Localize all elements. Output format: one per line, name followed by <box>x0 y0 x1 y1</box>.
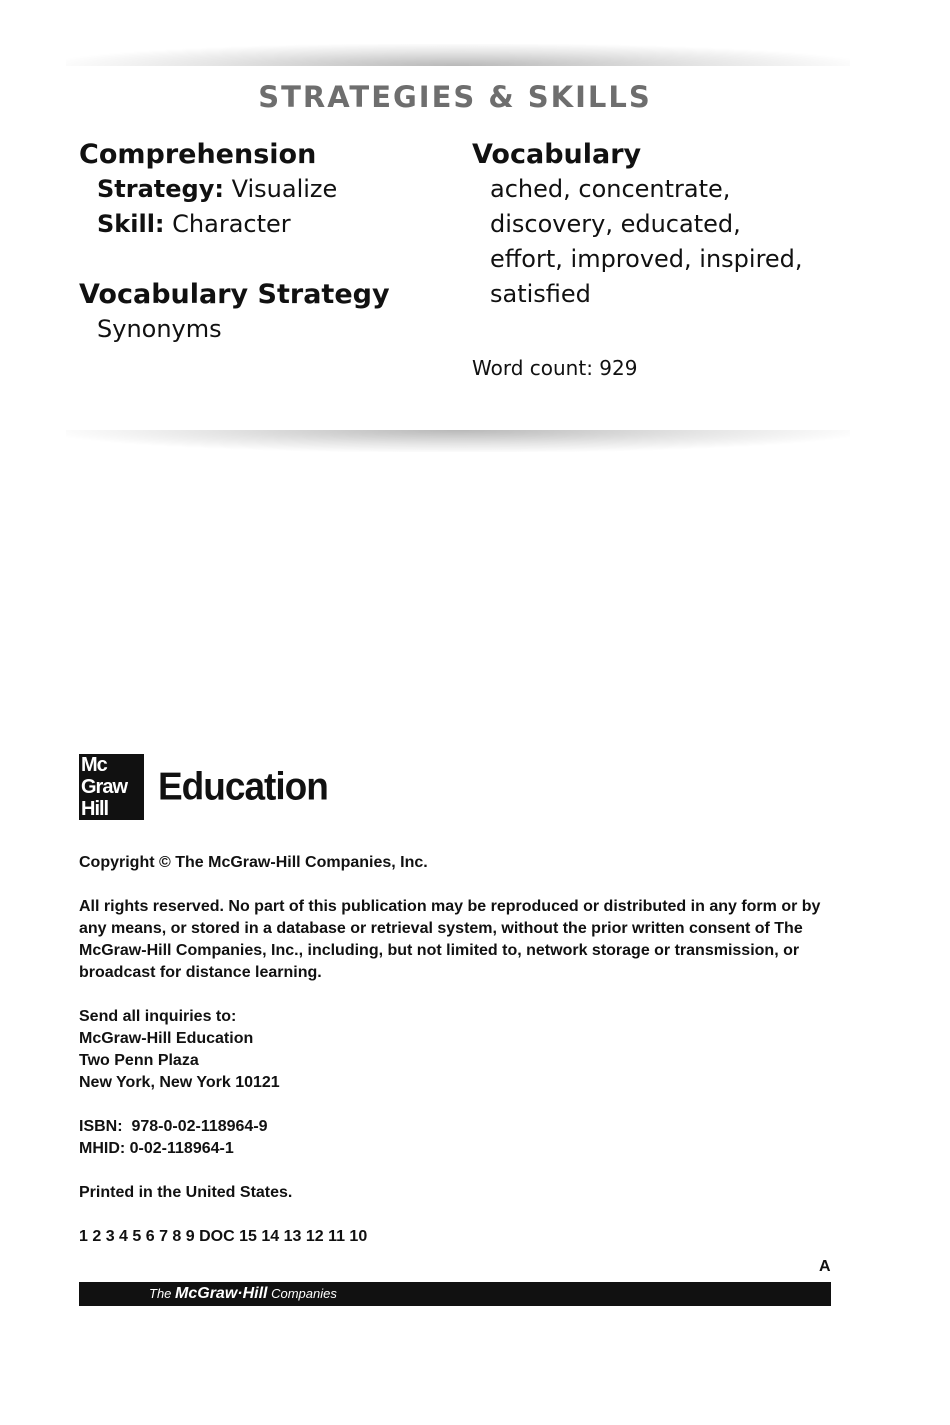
skill-label: Skill: <box>97 210 165 238</box>
inquiries-block <box>79 1006 839 1094</box>
page-title: STRATEGIES & SKILLS <box>258 80 652 114</box>
panel-top-shadow <box>66 44 850 66</box>
panel-bottom-shadow <box>66 430 850 452</box>
address-line: New York, New York 10121 <box>79 1074 280 1091</box>
printed-line: Printed in the United States. <box>79 1184 293 1201</box>
logo-text-hill: Hill <box>81 798 109 820</box>
print-number-line: 1 2 3 4 5 6 7 8 9 DOC 15 14 13 12 11 10 <box>79 1228 368 1245</box>
left-column <box>79 138 449 347</box>
address-line: McGraw-Hill Education <box>79 1030 254 1047</box>
right-column <box>472 138 852 312</box>
mhid-line: MHID: 0-02-118964-1 <box>79 1140 234 1157</box>
footer-bar-text <box>149 1285 337 1303</box>
skill-value: Character <box>172 210 291 238</box>
footer-bar <box>79 1282 831 1306</box>
inquiries-label: Send all inquiries to: <box>79 1008 237 1025</box>
legal-block <box>79 852 839 1270</box>
logo-text-mc: Mc <box>81 754 107 776</box>
vocabulary-words-line: discovery, educated, <box>490 210 741 238</box>
footer-suffix: Companies <box>267 1286 337 1301</box>
comprehension-heading: Comprehension <box>79 139 317 170</box>
mcgraw-hill-logo <box>79 754 144 820</box>
spacer <box>79 242 449 278</box>
vocabulary-strategy-heading: Vocabulary Strategy <box>79 279 390 310</box>
footer-prefix: The <box>149 1286 176 1301</box>
strategy-value: Visualize <box>231 175 338 203</box>
logo-text-graw: Graw <box>81 776 128 798</box>
copyright-line: Copyright © The McGraw-Hill Companies, Inc. <box>79 854 428 871</box>
isbn-line: ISBN: 978-0-02-118964-9 <box>79 1118 268 1135</box>
identifiers-block <box>79 1116 839 1160</box>
footer-brand: McGraw·Hill <box>175 1285 268 1302</box>
vocabulary-words-line: satisfied <box>490 280 591 308</box>
vocabulary-words-line: effort, improved, inspired, <box>490 245 803 273</box>
edition-letter: A <box>819 1258 831 1275</box>
strategy-label: Strategy: <box>97 175 224 203</box>
vocabulary-words-line: ached, concentrate, <box>490 175 731 203</box>
rights-paragraph: All rights reserved. No part of this publication may be reproduced or distributed in any form or by any means, or stored in a database or retrieval system, without the prior written consent of The McGraw-Hill Companies, Inc., including, but not limited to, network storage or transmission, or broadcast for distance learning. <box>79 898 821 981</box>
vocabulary-strategy-value: Synonyms <box>97 315 222 343</box>
education-wordmark: Education <box>158 764 328 808</box>
vocabulary-heading: Vocabulary <box>472 139 642 170</box>
address-line: Two Penn Plaza <box>79 1052 199 1069</box>
skill-line <box>79 207 449 242</box>
word-count: Word count: 929 <box>472 356 638 380</box>
strategy-line <box>79 172 449 207</box>
